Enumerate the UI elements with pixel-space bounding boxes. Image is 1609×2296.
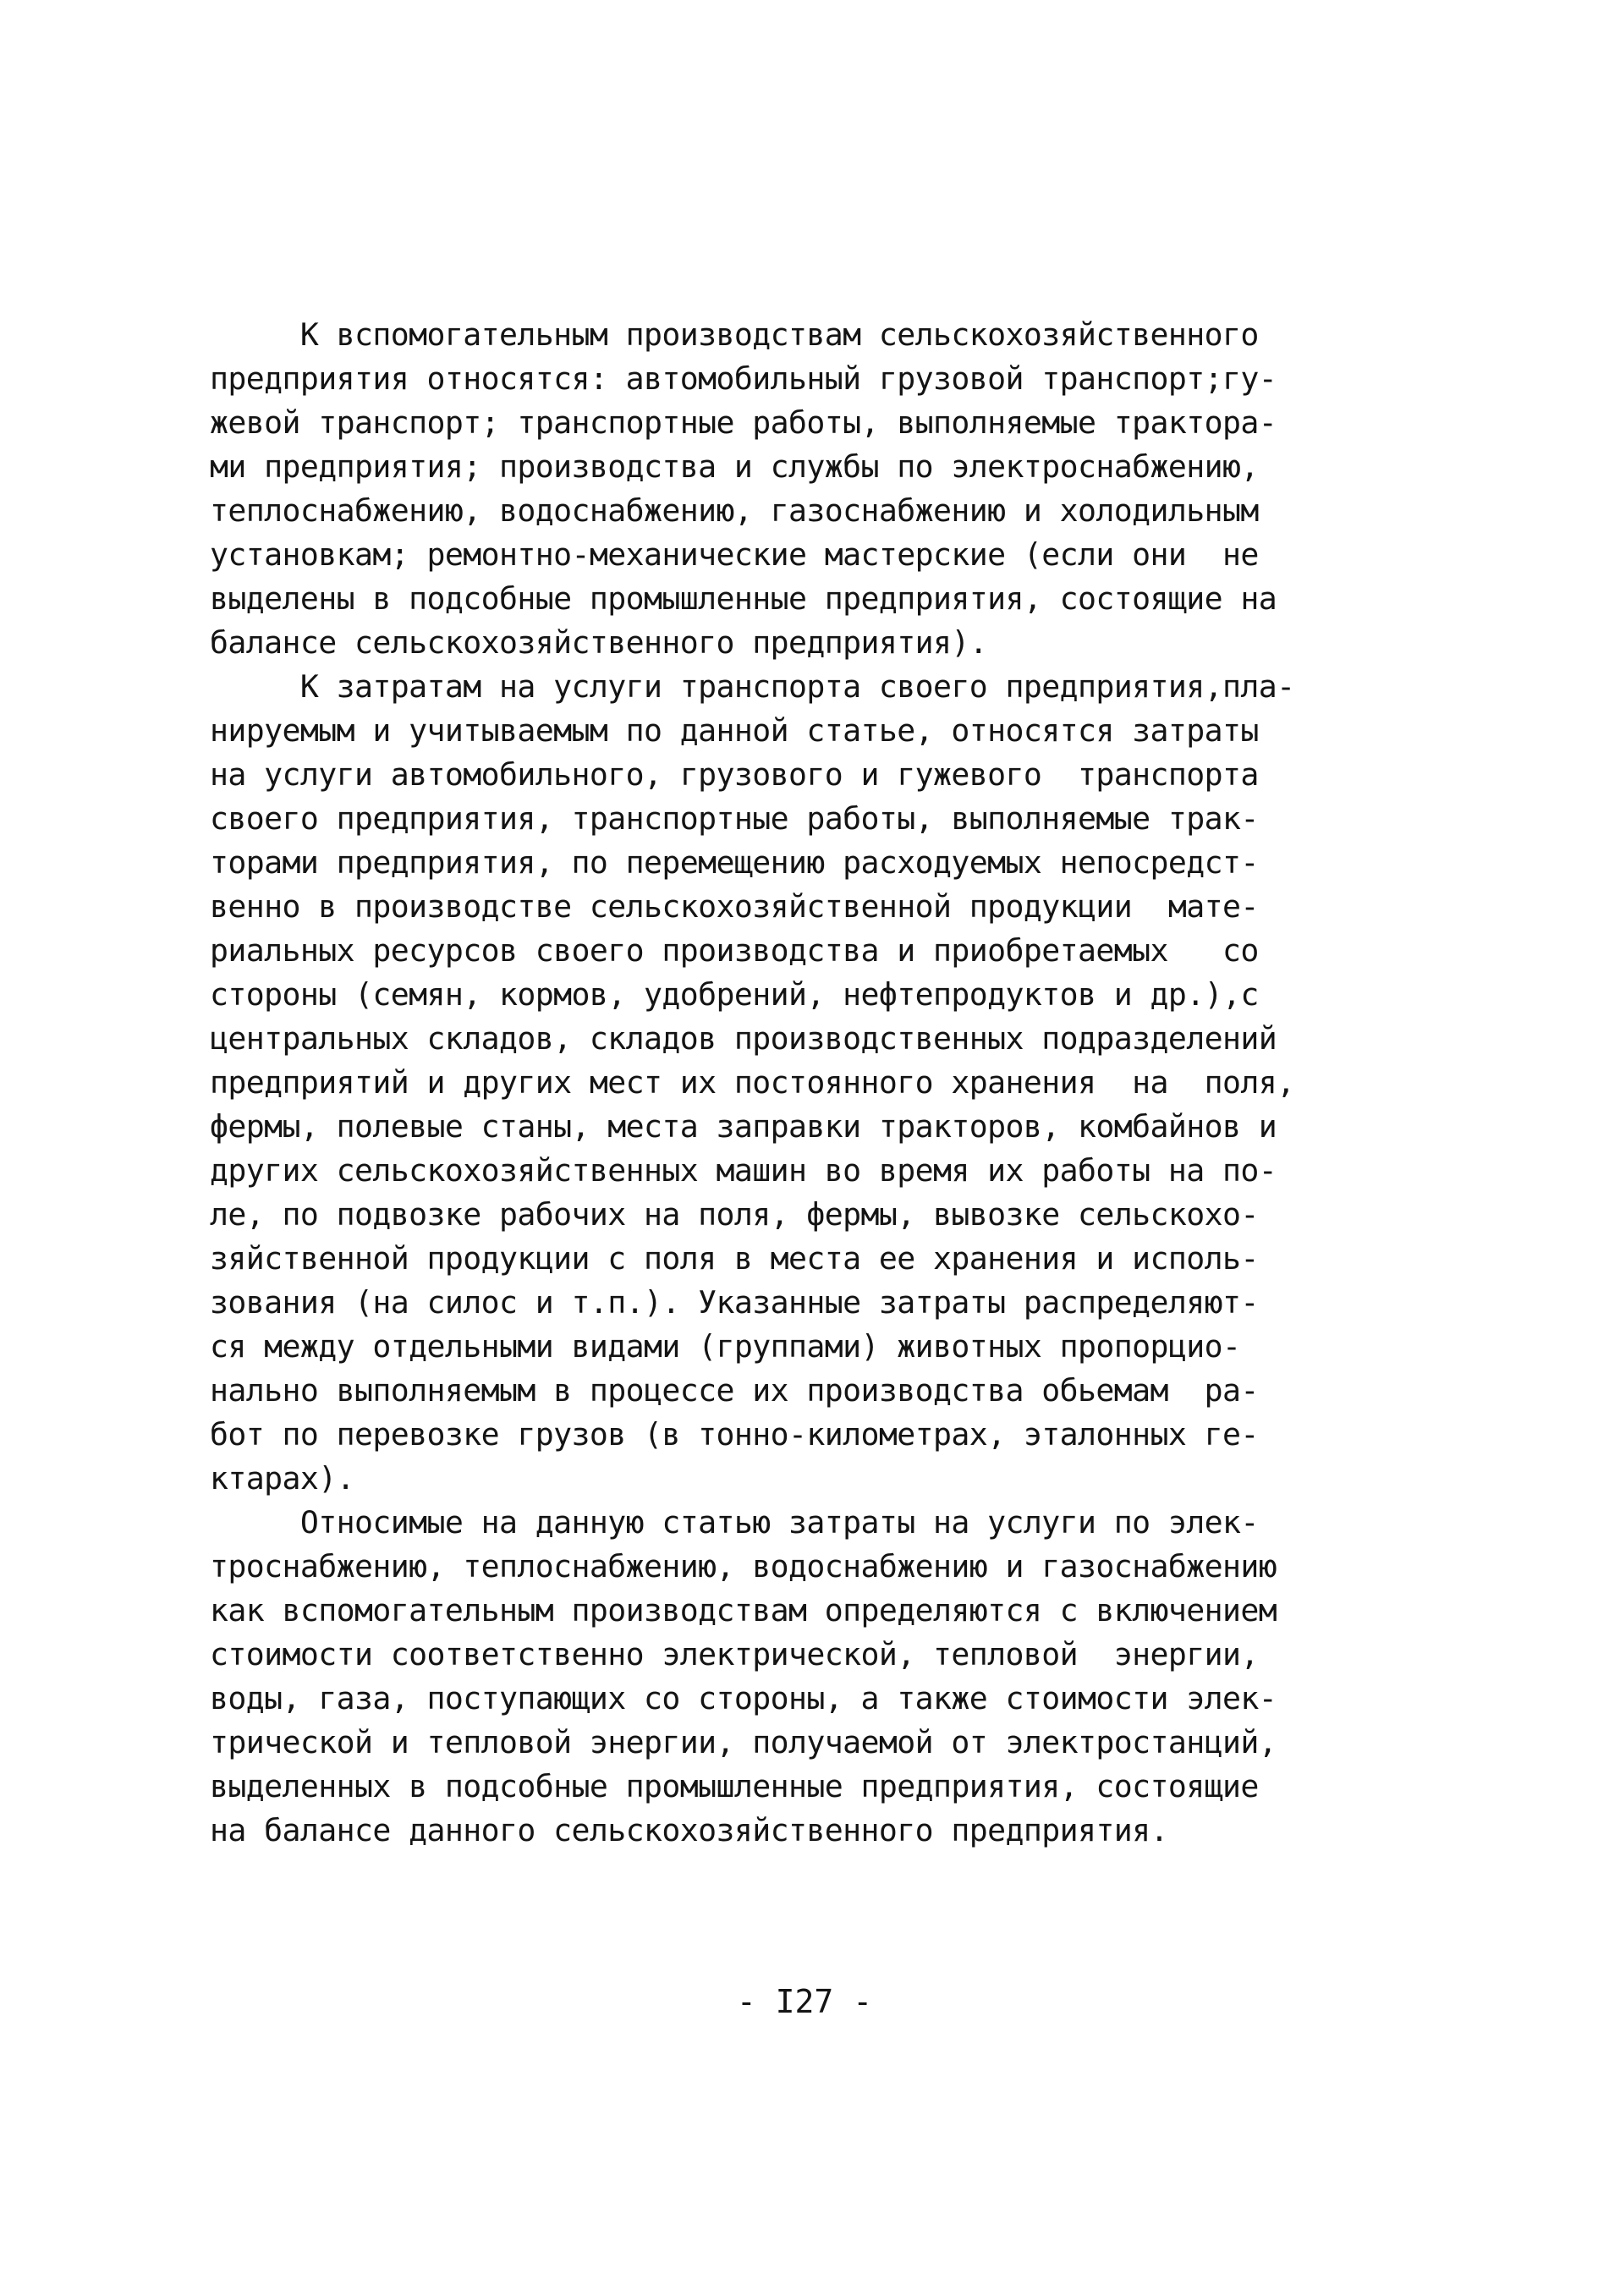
text-line: трической и тепловой энергии, получаемой от электростанций, (210, 1724, 1277, 1760)
text-line: теплоснабжению, водоснабжению, газоснабжению и холодильным (210, 492, 1259, 529)
paragraph-3 (210, 1501, 1293, 1853)
text-line: выделенных в подсобные промышленные предприятия, состоящие (210, 1768, 1259, 1804)
text-line: зования (на силос и т.п.). Указанные затраты распределяют- (210, 1284, 1259, 1321)
text-line: установкам; ремонтно-механические мастерские (если они не (210, 536, 1259, 573)
text-line: нально выполняемым в процессе их производства обьемам ра- (210, 1372, 1259, 1409)
paragraph-1 (210, 313, 1293, 665)
text-line: фермы, полевые станы, места заправки тракторов, комбайнов и (210, 1108, 1277, 1145)
text-line: стороны (семян, кормов, удобрений, нефтепродуктов и др.),с (210, 976, 1259, 1013)
text-line: ктарах). (210, 1460, 354, 1497)
text-line: предприятия относятся: автомобильный грузовой транспорт;гу- (210, 360, 1277, 397)
text-line: бот по перевозке грузов (в тонно-километрах, эталонных ге- (210, 1416, 1259, 1453)
text-line: балансе сельскохозяйственного предприятия). (210, 624, 988, 661)
text-line: венно в производстве сельскохозяйственной продукции мате- (210, 888, 1259, 925)
text-line: К затратам на услуги транспорта своего предприятия,пла- (210, 668, 1295, 705)
text-line: К вспомогательным производствам сельскохозяйственного (210, 316, 1259, 353)
text-line: центральных складов, складов производственных подразделений (210, 1020, 1277, 1057)
text-line: предприятий и других мест их постоянного хранения на поля, (210, 1064, 1295, 1101)
text-line: ми предприятия; производства и службы по электроснабжению, (210, 448, 1259, 485)
text-line: на услуги автомобильного, грузового и гужевого транспорта (210, 756, 1259, 793)
text-line: как вспомогательным производствам определяются с включением (210, 1592, 1277, 1629)
text-line: ся между отдельными видами (группами) животных пропорцио- (210, 1328, 1241, 1365)
text-line: других сельскохозяйственных машин во время их работы на по- (210, 1152, 1277, 1189)
text-line: ле, по подвозке рабочих на поля, фермы, вывозке сельскохо- (210, 1196, 1259, 1233)
text-line: нируемым и учитываемым по данной статье, относятся затраты (210, 712, 1259, 749)
text-line: на балансе данного сельскохозяйственного предприятия. (210, 1812, 1168, 1848)
text-line: риальных ресурсов своего производства и приобретаемых со (210, 932, 1259, 969)
text-line: торами предприятия, по перемещению расходуемых непосредст- (210, 844, 1259, 881)
text-line: зяйственной продукции с поля в места ее хранения и исполь- (210, 1240, 1259, 1277)
text-line: жевой транспорт; транспортные работы, выполняемые трактора- (210, 404, 1277, 441)
page-number: - I27 - (736, 1983, 873, 2020)
text-line: своего предприятия, транспортные работы, выполняемые трак- (210, 800, 1259, 837)
text-line: троснабжению, теплоснабжению, водоснабжению и газоснабжению (210, 1548, 1277, 1585)
text-line: выделены в подсобные промышленные предприятия, состоящие на (210, 580, 1277, 617)
text-line: воды, газа, поступающих со стороны, а также стоимости элек- (210, 1680, 1277, 1717)
paragraph-2 (210, 665, 1293, 1501)
text-line: Относимые на данную статью затраты на услуги по элек- (210, 1504, 1259, 1541)
body-text (210, 313, 1293, 1853)
text-line: стоимости соответственно электрической, тепловой энергии, (210, 1636, 1259, 1673)
